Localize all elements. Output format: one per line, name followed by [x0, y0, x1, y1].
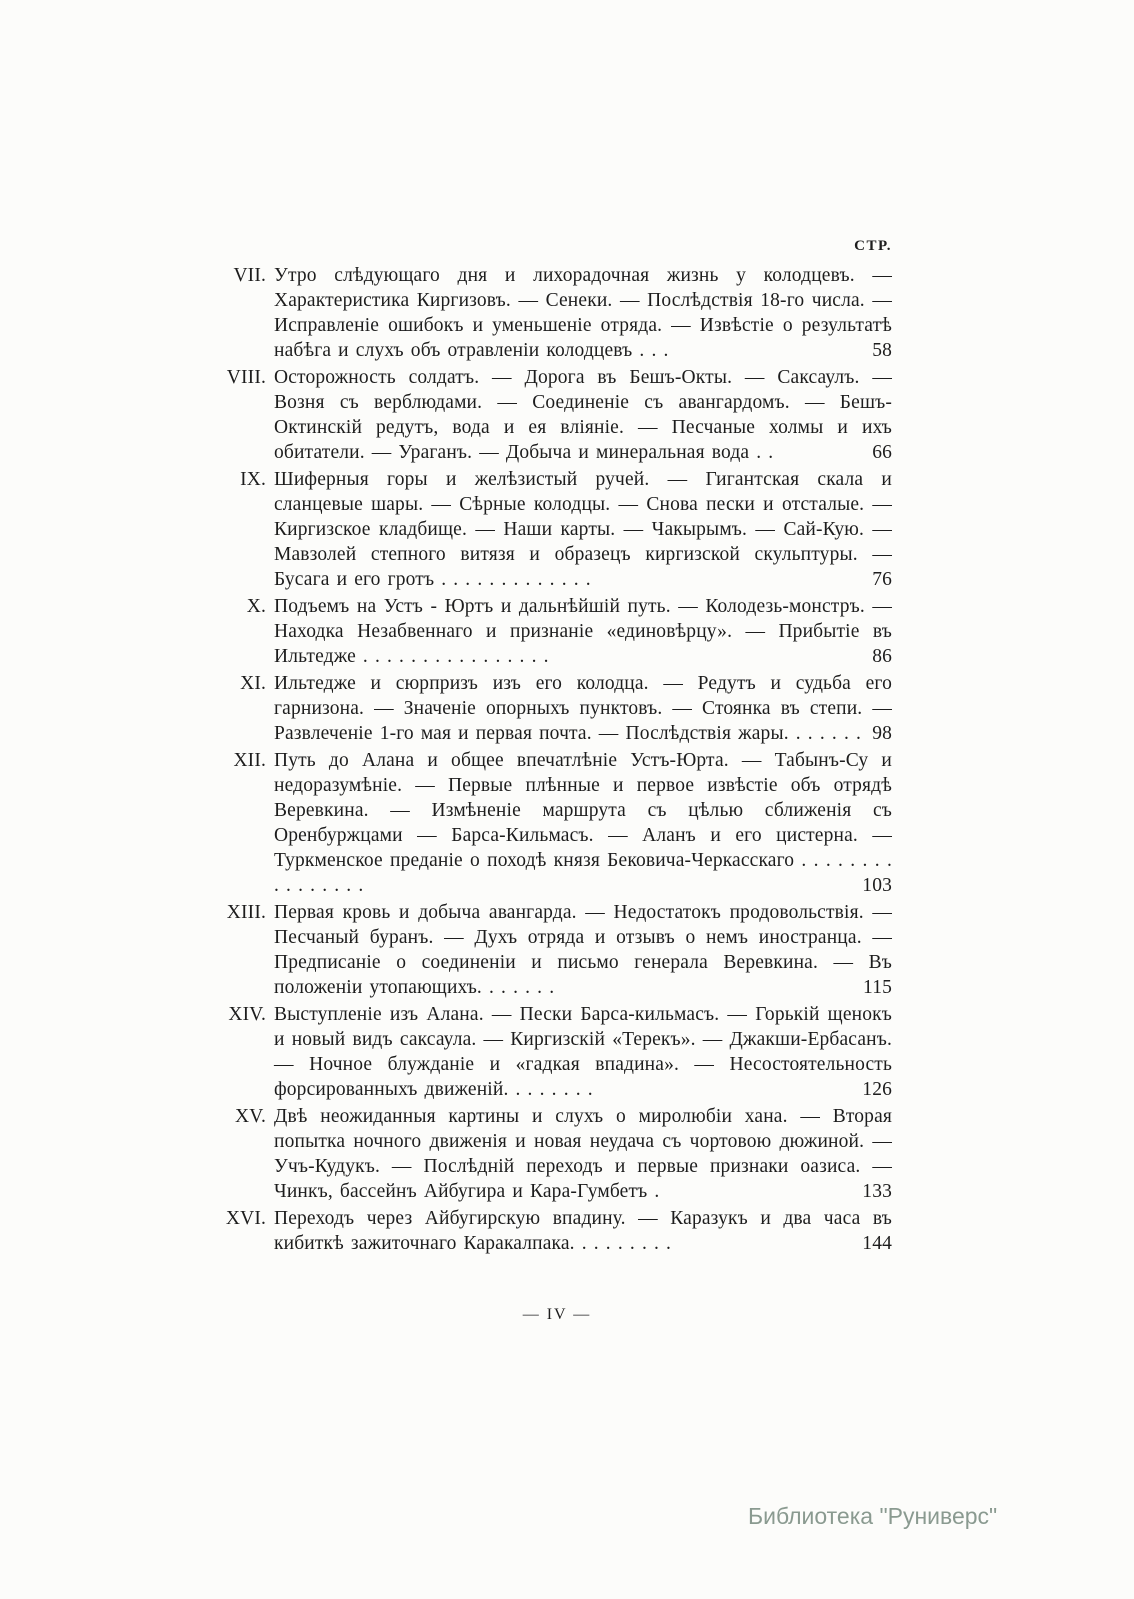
entry-page-number: 126	[856, 1077, 892, 1102]
entry-text: Путь до Алана и общее впечатлѣніе Устъ-Юрта. — Табынъ-Су и недоразумѣніе. — Первые плѣнные и первое извѣстіе объ отрядѣ Веревкина. — Измѣненіе маршрута съ цѣлью сближенія съ Оренбуржцами — Барса-Кильмасъ. — Аланъ и его цистерна. — Туркменское преданіе о походѣ князя Бековича-Черкасскаго . . . . . . . . . . . . . . . .	[274, 750, 892, 896]
toc-entry	[222, 263, 892, 363]
entry-numeral: VII.	[233, 265, 266, 286]
entry-text: Выступленіе изъ Алана. — Пески Барса-кильмасъ. — Горькій щенокъ и новый видъ саксаула. — Киргизскій «Терекъ». — Джакши-Ербасанъ. — Ночное блужданіе и «гадкая впадина». — Несостоятельность форсированныхъ движеній. . . . . . . .	[274, 1004, 892, 1100]
entry-text: Двѣ неожиданныя картины и слухъ о миролюбіи хана. — Вторая попытка ночного движенія и новая неудача съ чортовою дюжиной. — Учъ-Кудукъ. — Послѣдній переходъ и первые признаки оазиса. — Чинкъ, бассейнъ Айбугира и Кара-Гумбетъ .	[274, 1106, 892, 1202]
entry-text: Подъемъ на Устъ - Юртъ и дальнѣйшій путь. — Колодезь-монстръ. — Находка Незабвеннаго и признаніе «единовѣрцу». — Прибытіе въ Ильтедже . . . . . . . . . . . . . . . .	[274, 596, 892, 667]
toc-entry	[222, 365, 892, 465]
toc-entry	[222, 748, 892, 898]
entry-text: Ильтедже и сюрпризъ изъ его колодца. — Редутъ и судьба его гарнизона. — Значеніе опорныхъ пунктовъ. — Стоянка въ степи. — Развлеченіе 1-го мая и первая почта. — Послѣдствія жары. . . . . . .	[274, 673, 892, 744]
toc-entry	[222, 1206, 892, 1256]
toc-entry	[222, 1104, 892, 1204]
entry-page-number: 86	[866, 644, 892, 669]
entry-numeral: XVI.	[225, 1208, 266, 1229]
toc-entry	[222, 671, 892, 746]
entry-numeral: XIV.	[228, 1004, 266, 1025]
entry-numeral: XII.	[233, 750, 266, 771]
entry-numeral: VIII.	[226, 367, 266, 388]
entry-text: Шиферныя горы и желѣзистый ручей. — Гигантская скала и сланцевые шары. — Сѣрные колодцы. — Снова пески и отсталые. — Киргизское кладбище. — Наши карты. — Чакырымъ. — Сай-Кую. — Мавзолей степного витязя и образецъ киргизской скульптуры. — Бусага и его гротъ . . . . . . . . . . . . .	[274, 469, 892, 590]
page-column-header: СТР.	[854, 238, 892, 254]
entry-text: Первая кровь и добыча авангарда. — Недостатокъ продовольствія. — Песчаный буранъ. — Духъ отряда и отзывъ о немъ иностранца. — Предписаніе о соединеніи и письмо генерала Веревкина. — Въ положеніи утопающихъ. . . . . . .	[274, 902, 892, 998]
toc-entry	[222, 900, 892, 1000]
library-watermark: Библиотека "Руниверс"	[748, 1503, 998, 1529]
page-number-footer: — IV —	[522, 1306, 592, 1323]
entry-page-number: 115	[857, 975, 892, 1000]
table-of-contents	[222, 263, 892, 1258]
entry-text: Переходъ через Айбугирскую впадину. — Каразукъ и два часа въ кибиткѣ зажиточнаго Каракалпака. . . . . . . . .	[274, 1208, 892, 1254]
entry-page-number: 133	[856, 1179, 892, 1204]
entry-page-number: 76	[866, 567, 892, 592]
entry-text: Утро слѣдующаго дня и лихорадочная жизнь у колодцевъ. — Характеристика Киргизовъ. — Сенеки. — Послѣдствія 18-го числа. — Исправленіе ошибокъ и уменьшеніе отряда. — Извѣстіе о результатѣ набѣга и слухъ объ отравленіи колодцевъ . . .	[274, 265, 892, 361]
entry-page-number: 98	[866, 721, 892, 746]
entry-page-number: 144	[856, 1231, 892, 1256]
entry-numeral: XI.	[240, 673, 266, 694]
entry-numeral: XV.	[235, 1106, 266, 1127]
entry-page-number: 66	[866, 440, 892, 465]
toc-entry	[222, 467, 892, 592]
entry-text: Осторожность солдатъ. — Дорога въ Бешъ-Окты. — Саксаулъ. — Возня съ верблюдами. — Соединеніе съ авангардомъ. — Бешъ-Октинскій редутъ, вода и ея вліяніе. — Песчаные холмы и ихъ обитатели. — Ураганъ. — Добыча и минеральная вода . .	[274, 367, 892, 463]
entry-page-number: 58	[866, 338, 892, 363]
entry-numeral: IX.	[240, 469, 266, 490]
entry-numeral: X.	[246, 596, 266, 617]
toc-entry	[222, 594, 892, 669]
entry-page-number: 103	[856, 873, 892, 898]
toc-entry	[222, 1002, 892, 1102]
entry-numeral: XIII.	[226, 902, 266, 923]
